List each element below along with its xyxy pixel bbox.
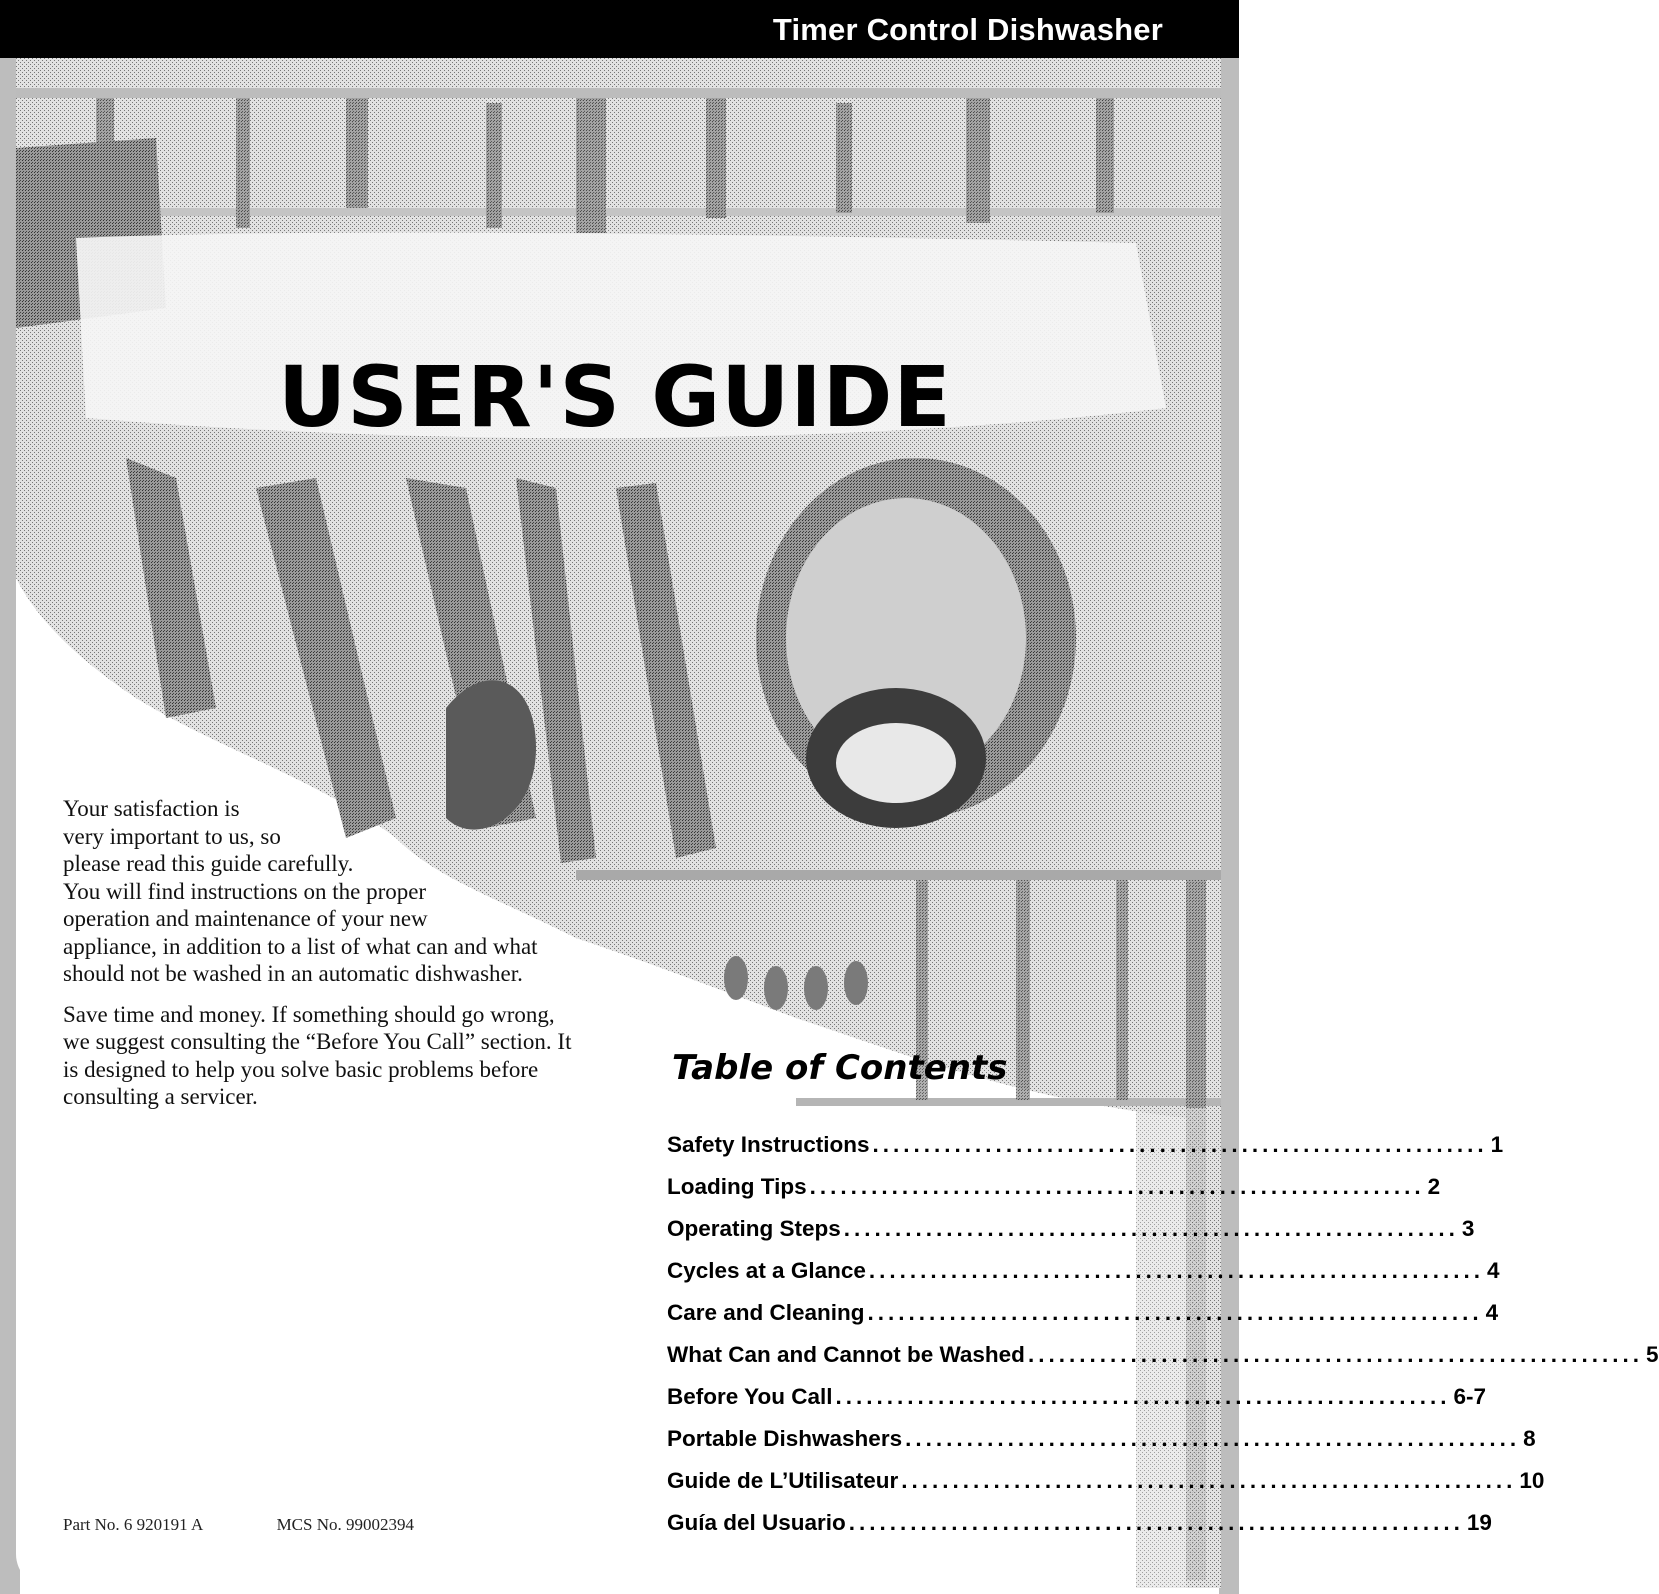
toc-entry[interactable] [667, 1468, 1545, 1510]
toc-entry-page: 5 [1646, 1342, 1659, 1367]
toc-leader: ............................................................ [905, 1426, 1521, 1451]
toc-entry-page: 4 [1486, 1258, 1500, 1283]
toc-entry-label: Cycles at a Glance [667, 1258, 866, 1283]
toc-entry[interactable] [667, 1300, 1499, 1342]
toc-entry-label: Portable Dishwashers [667, 1426, 903, 1451]
part-number: Part No. 6 920191 A [63, 1515, 203, 1534]
intro-paragraph-1 [63, 795, 623, 988]
intro-line: please read this guide carefully. [63, 851, 354, 876]
toc-entry-page: 6-7 [1453, 1384, 1487, 1409]
intro-line: Your satisfaction is [63, 796, 240, 821]
intro-line: very important to us, so [63, 823, 281, 849]
users-guide-title: USER'S GUIDE [278, 348, 952, 446]
intro-line: appliance, in addition to a list of what can and what [63, 933, 538, 959]
intro-line: we suggest consulting the “Before You Call” section. It [63, 1029, 572, 1054]
intro-line: is designed to help you solve basic problems before [63, 1056, 539, 1082]
footer [63, 1515, 414, 1535]
toc-entry[interactable] [667, 1510, 1492, 1552]
toc-leader: ............................................................ [843, 1216, 1459, 1241]
intro-line: consulting a servicer. [63, 1084, 258, 1109]
toc-leader: ............................................................ [872, 1132, 1488, 1157]
toc-entry-page: 19 [1466, 1510, 1492, 1535]
product-title: Timer Control Dishwasher [772, 12, 1163, 47]
table-of-contents [667, 1132, 1659, 1552]
toc-entry[interactable] [667, 1216, 1475, 1258]
toc-entry[interactable] [667, 1384, 1487, 1426]
toc-leader: ............................................................ [868, 1258, 1484, 1283]
toc-entry-label: Safety Instructions [667, 1132, 870, 1157]
intro-paragraph-2 [63, 1001, 623, 1111]
toc-leader: ............................................................ [809, 1174, 1425, 1199]
toc-leader: ............................................................ [867, 1300, 1483, 1325]
toc-entry-label: Guide de L’Utilisateur [667, 1468, 899, 1493]
toc-entry[interactable] [667, 1174, 1441, 1216]
toc-entry[interactable] [667, 1132, 1504, 1174]
toc-entry-label: What Can and Cannot be Washed [667, 1342, 1025, 1367]
toc-leader: ............................................................ [901, 1468, 1517, 1493]
toc-entry-label: Operating Steps [667, 1216, 841, 1241]
mcs-number: MCS No. 99002394 [276, 1515, 414, 1534]
toc-entry[interactable] [667, 1258, 1500, 1300]
toc-leader: ............................................................ [1027, 1342, 1644, 1367]
toc-leader: ............................................................ [835, 1384, 1451, 1409]
toc-entry[interactable] [667, 1426, 1536, 1468]
toc-entry-label: Before You Call [667, 1384, 833, 1409]
toc-entry[interactable] [667, 1342, 1659, 1384]
toc-leader: ............................................................ [848, 1510, 1464, 1535]
toc-heading: Table of Contents [672, 1048, 1008, 1088]
intro-line: should not be washed in an automatic dishwasher. [63, 961, 523, 986]
toc-entry-page: 1 [1490, 1132, 1504, 1157]
toc-entry-page: 2 [1427, 1174, 1441, 1199]
toc-entry-page: 3 [1461, 1216, 1475, 1241]
toc-entry-page: 8 [1523, 1426, 1536, 1451]
intro-line: You will find instructions on the proper [63, 878, 427, 904]
intro-line: Save time and money. If something should go wrong, [63, 1001, 555, 1027]
toc-entry-page: 10 [1519, 1468, 1545, 1493]
toc-entry-label: Loading Tips [667, 1174, 807, 1199]
intro-line: operation and maintenance of your new [63, 906, 428, 931]
intro-text [63, 795, 623, 1124]
toc-entry-page: 4 [1485, 1300, 1499, 1325]
toc-entry-label: Care and Cleaning [667, 1300, 865, 1325]
toc-entry-label: Guía del Usuario [667, 1510, 846, 1535]
